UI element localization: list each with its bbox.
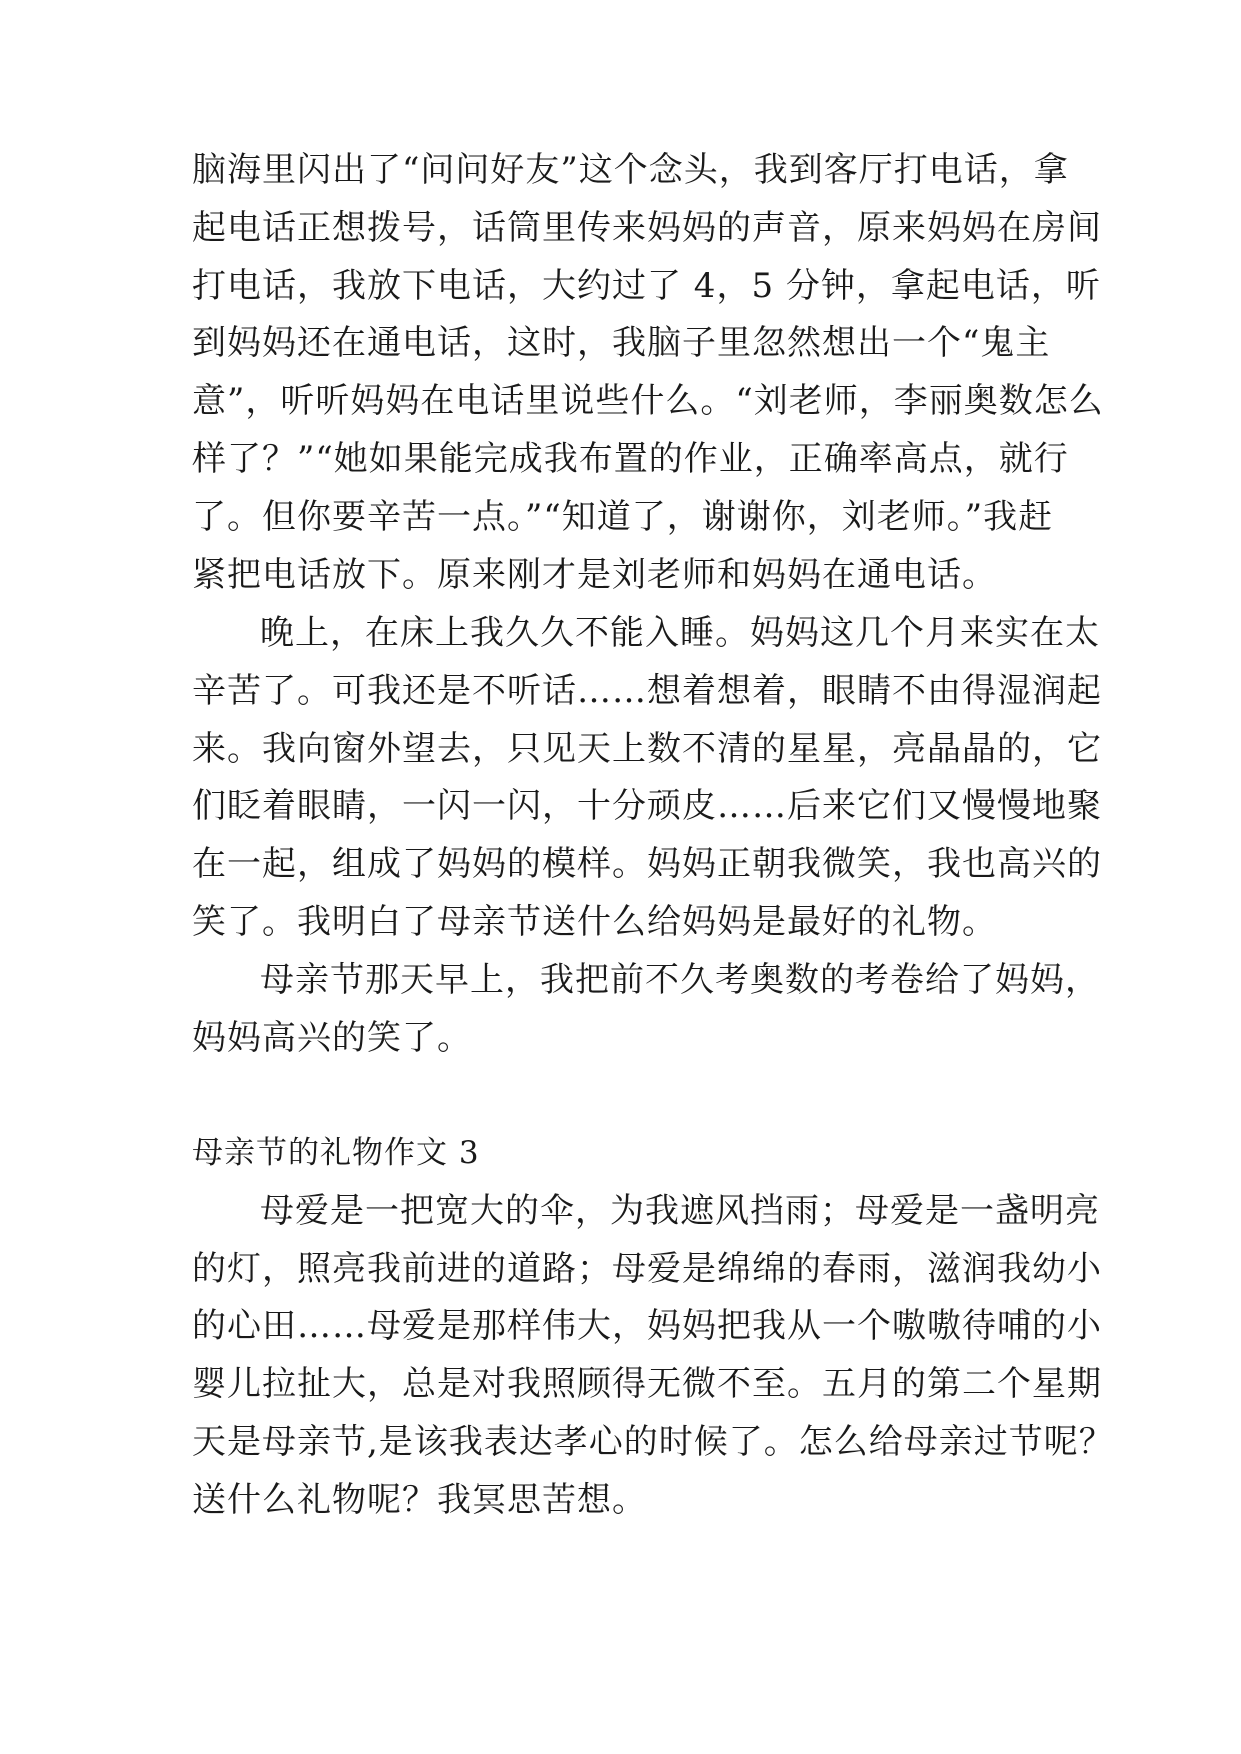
body-text-line: 的灯，照亮我前进的道路；母爱是绵绵的春雨，滋润我幼小 [192,1249,1102,1289]
body-text-line: 婴儿拉扯大，总是对我照顾得无微不至。五月的第二个星期 [192,1364,1102,1404]
body-text-line: 样了？”“她如果能完成我布置的作业，正确率高点，就行 [192,439,1069,479]
paragraph-first-line: 母亲节那天早上，我把前不久考奥数的考卷给了妈妈， [260,960,1100,1000]
paragraph-first-line: 晚上，在床上我久久不能入睡。妈妈这几个月来实在太 [260,613,1100,653]
body-text-line: 到妈妈还在通电话，这时，我脑子里忽然想出一个“鬼主 [192,323,1051,363]
body-text-line: 紧把电话放下。原来刚才是刘老师和妈妈在通电话。 [192,555,997,595]
paragraph-first-line: 母爱是一把宽大的伞，为我遮风挡雨；母爱是一盏明亮 [260,1191,1100,1231]
body-text-line: 的心田……母爱是那样伟大，妈妈把我从一个嗷嗷待哺的小 [192,1306,1102,1346]
body-text-line: 在一起，组成了妈妈的模样。妈妈正朝我微笑，我也高兴的 [192,844,1102,884]
body-text-line: 天是母亲节,是该我表达孝心的时候了。怎么给母亲过节呢？ [192,1422,1114,1462]
body-text-line: 来。我向窗外望去，只见天上数不清的星星，亮晶晶的，它 [192,729,1102,769]
body-text-line: 送什么礼物呢？我冥思苦想。 [192,1480,647,1520]
body-text-line: 起电话正想拨号，话筒里传来妈妈的声音，原来妈妈在房间 [192,208,1102,248]
body-text-line: 笑了。我明白了母亲节送什么给妈妈是最好的礼物。 [192,902,997,942]
body-text-line: 脑海里闪出了“问问好友”这个念头，我到客厅打电话，拿 [192,150,1069,190]
section-heading: 母亲节的礼物作文 3 [192,1135,480,1171]
body-text-line: 意”，听听妈妈在电话里说些什么。“刘老师，李丽奥数怎么 [192,381,1104,421]
body-text-line: 妈妈高兴的笑了。 [192,1018,472,1058]
body-text-line: 打电话，我放下电话，大约过了 4，5 分钟，拿起电话，听 [192,266,1101,306]
body-text-line: 了。但你要辛苦一点。”“知道了，谢谢你，刘老师。”我赶 [192,497,1054,537]
body-text-line: 们眨着眼睛，一闪一闪，十分顽皮……后来它们又慢慢地聚 [192,786,1102,826]
body-text-line: 辛苦了。可我还是不听话……想着想着，眼睛不由得湿润起 [192,671,1102,711]
